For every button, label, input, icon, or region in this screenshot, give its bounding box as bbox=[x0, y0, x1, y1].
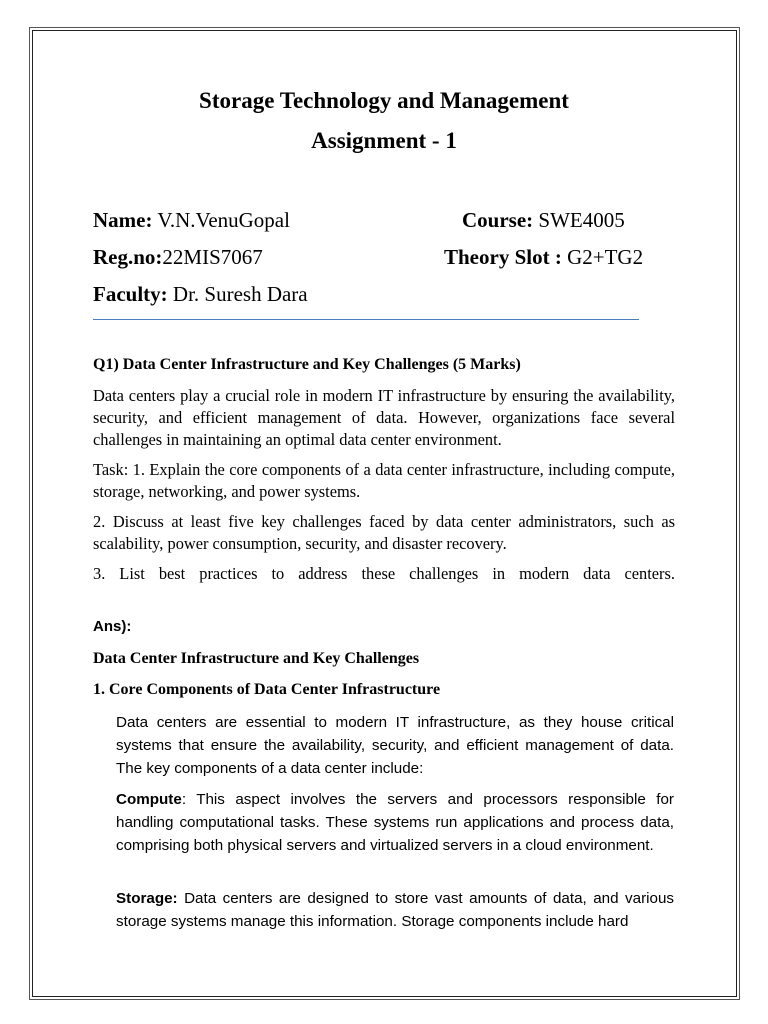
student-name bbox=[93, 208, 290, 233]
question-task-3: 3. List best practices to address these challenges in modern data centers. bbox=[93, 564, 675, 583]
regno-label: Reg.no: bbox=[93, 245, 163, 269]
answer-label: Ans): bbox=[93, 618, 132, 635]
slot-value: G2+TG2 bbox=[561, 245, 644, 269]
regno-value: 22MIS7067 bbox=[162, 245, 263, 269]
question-task-1: Task: 1. Explain the core components of a data center infrastructure, including compute, storage, networking, and power systems. bbox=[93, 460, 675, 501]
storage-paragraph bbox=[116, 887, 674, 933]
course-value: SWE4005 bbox=[533, 208, 625, 232]
registration-number bbox=[93, 245, 263, 270]
answer-subheading: 1. Core Components of Data Center Infrastructure bbox=[93, 681, 441, 698]
faculty bbox=[93, 282, 308, 307]
question-task-2: 2. Discuss at least five key challenges faced by data center administrators, such as scalability, power consumption, security, and disaster recovery. bbox=[93, 512, 675, 553]
document-title: Storage Technology and Management bbox=[199, 88, 569, 113]
slot-label: Theory Slot : bbox=[444, 245, 562, 269]
answer-heading: Data Center Infrastructure and Key Challenges bbox=[93, 650, 420, 667]
compute-term: Compute bbox=[116, 791, 182, 808]
storage-term: Storage: bbox=[116, 890, 178, 907]
faculty-label: Faculty: bbox=[93, 282, 168, 306]
document-subtitle: Assignment - 1 bbox=[311, 128, 457, 153]
question-intro: Data centers play a crucial role in modern IT infrastructure by ensuring the availability, security, and efficient management of data. However, organizations face several challenges in maintaining an optimal data center environment. bbox=[93, 386, 675, 449]
compute-text: : This aspect involves the servers and processors responsible for handling computational tasks. These systems run applications and process data, comprising both physical servers and virtualized servers in a cloud environment. bbox=[116, 791, 674, 854]
answer-intro: Data centers are essential to modern IT infrastructure, as they house critical systems that ensure the availability, security, and efficient management of data. The key components of a data center include: bbox=[116, 714, 674, 777]
name-value: V.N.VenuGopal bbox=[152, 208, 290, 232]
header-divider bbox=[93, 319, 639, 320]
compute-paragraph bbox=[116, 788, 674, 857]
course-label: Course: bbox=[462, 208, 534, 232]
storage-text: Data centers are designed to store vast amounts of data, and various storage systems manage this information. Storage components include hard bbox=[116, 890, 674, 930]
course bbox=[462, 208, 625, 233]
theory-slot bbox=[444, 245, 643, 270]
question-heading: Q1) Data Center Infrastructure and Key Challenges (5 Marks) bbox=[93, 356, 521, 373]
name-label: Name: bbox=[93, 208, 153, 232]
faculty-value: Dr. Suresh Dara bbox=[167, 282, 308, 306]
